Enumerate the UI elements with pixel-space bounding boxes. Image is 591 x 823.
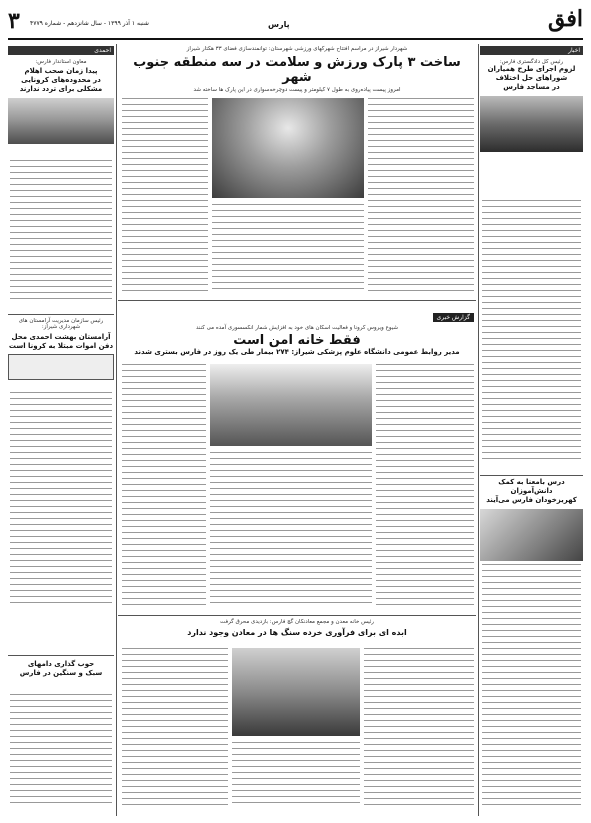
- row-rule: [118, 300, 476, 301]
- row-rule: [118, 615, 476, 616]
- top-story-headline: ساخت ۳ پارک ورزش و سلامت در سه منطقه جنوب شهر: [133, 55, 461, 85]
- left-mid-notice-box: [8, 354, 114, 380]
- bottom-story-body-col-2: [232, 742, 360, 812]
- bottom-story-kicker: رئیس خانه معدن و مجمع معادنکان گچ فارس: بازدیدی محرق گرفت: [220, 619, 374, 625]
- left-top-headline-3: مشکلی برای تردد ندارند: [19, 85, 103, 93]
- top-story-subhead: امروز پیست پیاده‌روی به طول ۷ کیلومتر و پیست دوچرخه‌سواری در این پارک ها ساخته شد: [193, 87, 401, 93]
- top-story-header: [120, 46, 474, 93]
- right-mid-body: [482, 564, 581, 812]
- right-top-story: [480, 46, 583, 196]
- center-story-tag: گزارش خبری: [433, 313, 475, 322]
- masthead: [8, 6, 583, 40]
- left-bottom-headline: حوب گذاری دامهای: [27, 660, 95, 668]
- right-top-headline-2: شوراهای حل اختلاف: [495, 74, 568, 82]
- center-story-subhead: مدیر روابط عمومی دانشگاه علوم پزشکی شیراز: ۲۷۴ بیمار طی یک روز در فارس بستری شدند: [134, 348, 460, 356]
- right-top-headline-3: در مساجد فارس: [503, 83, 560, 91]
- left-top-story: [8, 46, 114, 154]
- left-top-body: [10, 160, 112, 310]
- left-bottom-headline-2: سبک و سنگین در فارس: [19, 669, 103, 677]
- center-story-body-col-3: [376, 364, 474, 612]
- left-mid-headline: آرامستان بهشت احمدی محل: [11, 333, 111, 341]
- left-bottom-story: [8, 660, 114, 688]
- column-rule: [116, 44, 117, 816]
- right-top-body: [482, 200, 581, 470]
- left-mid-body: [10, 392, 112, 612]
- center-story-kicker: شیوع ویروس کرونا و فعالیت اسکان های خود به افزایش شمار انکسسوری آمده می کنند: [196, 325, 398, 331]
- right-top-headline: لزوم اجرای طرح همیاران: [487, 65, 576, 73]
- date-line: شنبه ۱ آذر ۱۳۹۹ - سال شانزدهم - شماره ۴۷۷۹: [30, 20, 149, 27]
- center-story-header: [120, 304, 474, 348]
- left-mid-headline-2: دفن اموات مبتلا به کرونا است: [8, 342, 114, 350]
- right-top-photo: [480, 96, 583, 152]
- top-story-body-col-2: [212, 204, 364, 296]
- left-mid-story: [8, 318, 114, 384]
- center-story-headline: فقط خانه امن است: [233, 333, 361, 348]
- left-top-headline-2: در محدوده‌های کرونایی: [21, 76, 101, 84]
- bottom-story-photo: [232, 648, 360, 736]
- right-top-label: اخبار: [480, 46, 583, 55]
- left-top-kicker: معاون استاندار فارس:: [35, 59, 87, 65]
- right-top-kicker: رئیس کل دادگستری فارس:: [499, 59, 564, 65]
- left-mid-kicker: رئیس سازمان مدیریت آرامستان های شهرداری شیراز:: [18, 318, 104, 330]
- bottom-story-header: [120, 619, 474, 643]
- top-story-photo: [212, 98, 364, 198]
- left-bottom-body: [10, 694, 112, 812]
- bottom-story-headline: ابده ای برای فرآوری خرده سنگ ها در معادن وجود ندارد: [187, 628, 407, 637]
- column-rule: [478, 44, 479, 816]
- center-story-photo: [210, 364, 372, 446]
- right-mid-headline: درس بامعنا به کمک دانش‌آموزان: [498, 478, 565, 495]
- top-story-body-col-1: [122, 98, 208, 296]
- section-name: پارس: [268, 20, 290, 29]
- bottom-story-body-col-1: [122, 648, 228, 812]
- newspaper-logo: افق: [548, 6, 583, 32]
- bottom-story-body-col-3: [364, 648, 474, 812]
- left-top-headline: پیدا زمان صحب اهلام: [24, 67, 98, 75]
- left-top-photo: [8, 98, 114, 144]
- center-story-subhead-wrap: [120, 347, 474, 359]
- page-number: ۳: [8, 8, 20, 34]
- row-rule: [8, 655, 114, 656]
- row-rule: [480, 475, 583, 476]
- right-mid-headline-2: کهریزخودان فارس می‌آیند: [486, 496, 577, 504]
- right-mid-photo: [480, 509, 583, 561]
- top-story-kicker: شهردار شیراز در مراسم افتتاح شهرکهای ورزشی شهرستان: توانمندسازی فضای ۳۳ هکتار شیراز: [186, 46, 408, 52]
- row-rule: [8, 314, 114, 315]
- center-story-body-col-1: [122, 364, 206, 612]
- center-story-body-col-2: [210, 452, 372, 612]
- left-top-label: احمدی: [8, 46, 114, 55]
- right-mid-story: [480, 478, 583, 558]
- top-story-body-col-3: [368, 98, 474, 296]
